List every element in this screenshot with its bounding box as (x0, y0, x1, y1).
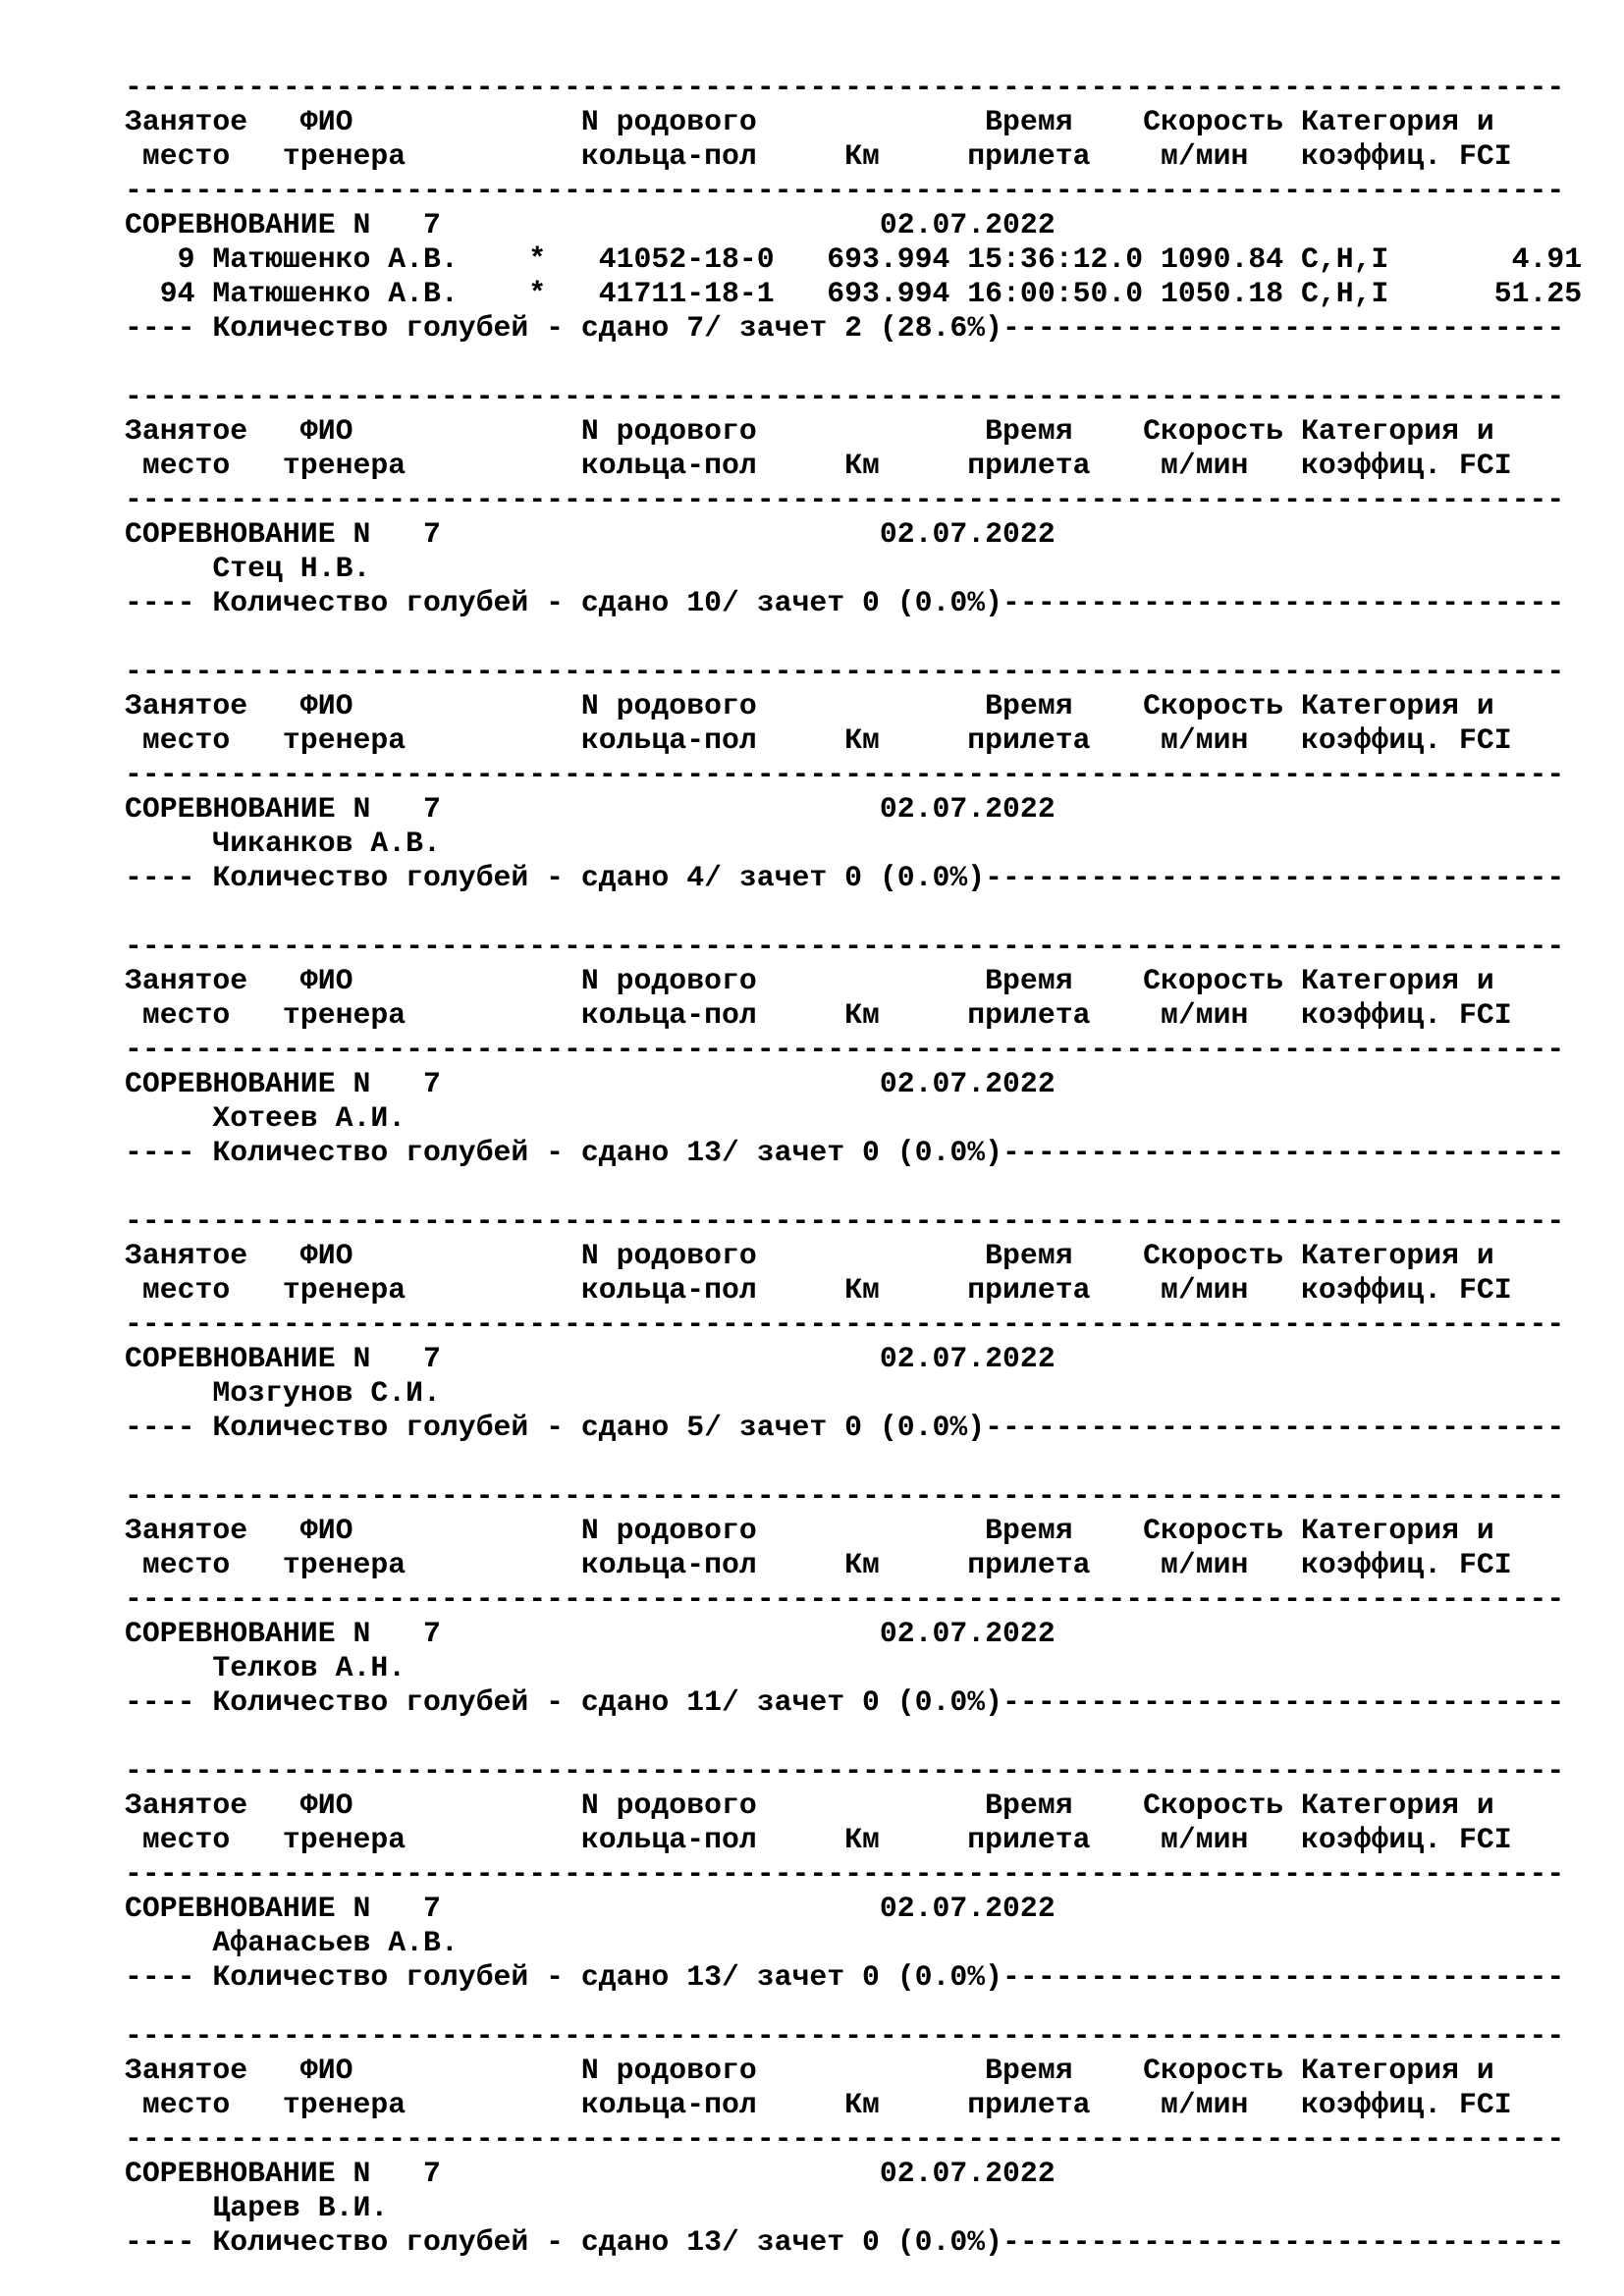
column-header-line-2: место тренера кольца-пол Км прилета м/мин коэффиц. FCI (125, 1823, 1512, 1856)
trainer-line: Хотеев А.И. (125, 1101, 406, 1135)
competition-section (125, 380, 1597, 620)
competition-section (125, 1479, 1597, 1720)
column-header-line-2: место тренера кольца-пол Км прилета м/мин коэффиц. FCI (125, 449, 1512, 482)
column-header-line-2: место тренера кольца-пол Км прилета м/мин коэффиц. FCI (125, 1273, 1512, 1307)
competition-line: СОРЕВНОВАНИЕ N 7 02.07.2022 (125, 1342, 1056, 1375)
summary-line: ---- Количество голубей - сдано 10/ зачет 0 (0.0%)-------------------------------- (125, 586, 1565, 619)
competition-line: СОРЕВНОВАНИЕ N 7 02.07.2022 (125, 208, 1056, 241)
header-rule-bottom: ---------------------------------------------------------------------------------- (125, 483, 1565, 516)
header-rule-top: ---------------------------------------------------------------------------------- (125, 1479, 1565, 1513)
header-rule-bottom: ---------------------------------------------------------------------------------- (125, 2122, 1565, 2156)
competition-line: СОРЕВНОВАНИЕ N 7 02.07.2022 (125, 1617, 1056, 1650)
column-header-line-2: место тренера кольца-пол Км прилета м/мин коэффиц. FCI (125, 1548, 1512, 1581)
column-header-line-1: Занятое ФИО N родового Время Скорость Категория и (125, 105, 1494, 138)
result-row: 9 Матюшенко А.В. * 41052-18-0 693.994 15:36:12.0 1090.84 C,H,I 4.91 (125, 242, 1583, 276)
column-header-line-1: Занятое ФИО N родового Время Скорость Категория и (125, 1514, 1494, 1547)
competition-section (125, 930, 1597, 1170)
trainer-line: Телков А.Н. (125, 1651, 406, 1684)
summary-line: ---- Количество голубей - сдано 13/ зачет 0 (0.0%)-------------------------------- (125, 1136, 1565, 1169)
competition-line: СОРЕВНОВАНИЕ N 7 02.07.2022 (125, 517, 1056, 551)
trainer-line: Чиканков А.В. (125, 827, 441, 860)
header-rule-bottom: ---------------------------------------------------------------------------------- (125, 1857, 1565, 1891)
column-header-line-2: место тренера кольца-пол Км прилета м/мин коэффиц. FCI (125, 998, 1512, 1032)
column-header-line-2: место тренера кольца-пол Км прилета м/мин коэффиц. FCI (125, 723, 1512, 757)
column-header-line-1: Занятое ФИО N родового Время Скорость Категория и (125, 2054, 1494, 2087)
summary-line: ---- Количество голубей - сдано 13/ зачет 0 (0.0%)-------------------------------- (125, 1960, 1565, 1994)
header-rule-bottom: ---------------------------------------------------------------------------------- (125, 1308, 1565, 1341)
competition-section (125, 2019, 1597, 2260)
header-rule-bottom: ---------------------------------------------------------------------------------- (125, 174, 1565, 207)
results-document (125, 71, 1597, 2260)
trainer-line: Мозгунов С.И. (125, 1376, 441, 1410)
competition-section (125, 71, 1597, 346)
column-header-line-1: Занятое ФИО N родового Время Скорость Категория и (125, 964, 1494, 997)
header-rule-top: ---------------------------------------------------------------------------------- (125, 1754, 1565, 1788)
header-rule-top: ---------------------------------------------------------------------------------- (125, 1204, 1565, 1238)
column-header-line-1: Занятое ФИО N родового Время Скорость Категория и (125, 689, 1494, 722)
summary-line: ---- Количество голубей - сдано 5/ зачет 0 (0.0%)--------------------------------- (125, 1411, 1565, 1444)
competition-line: СОРЕВНОВАНИЕ N 7 02.07.2022 (125, 2157, 1056, 2190)
competition-section (125, 655, 1597, 895)
summary-line: ---- Количество голубей - сдано 7/ зачет 2 (28.6%)-------------------------------- (125, 311, 1565, 345)
header-rule-top: ---------------------------------------------------------------------------------- (125, 655, 1565, 688)
header-rule-bottom: ---------------------------------------------------------------------------------- (125, 758, 1565, 791)
header-rule-top: ---------------------------------------------------------------------------------- (125, 930, 1565, 963)
summary-line: ---- Количество голубей - сдано 13/ зачет 0 (0.0%)-------------------------------- (125, 2225, 1565, 2259)
trainer-line: Афанасьев А.В. (125, 1926, 459, 1959)
competition-line: СОРЕВНОВАНИЕ N 7 02.07.2022 (125, 792, 1056, 826)
column-header-line-2: место тренера кольца-пол Км прилета м/мин коэффиц. FCI (125, 139, 1512, 173)
column-header-line-2: место тренера кольца-пол Км прилета м/мин коэффиц. FCI (125, 2088, 1512, 2121)
header-rule-bottom: ---------------------------------------------------------------------------------- (125, 1033, 1565, 1066)
header-rule-top: ---------------------------------------------------------------------------------- (125, 71, 1565, 104)
summary-line: ---- Количество голубей - сдано 11/ зачет 0 (0.0%)-------------------------------- (125, 1685, 1565, 1719)
trainer-line: Стец Н.В. (125, 552, 371, 585)
summary-line: ---- Количество голубей - сдано 4/ зачет 0 (0.0%)--------------------------------- (125, 861, 1565, 894)
header-rule-bottom: ---------------------------------------------------------------------------------- (125, 1582, 1565, 1616)
column-header-line-1: Занятое ФИО N родового Время Скорость Категория и (125, 414, 1494, 448)
trainer-line: Царев В.И. (125, 2191, 389, 2224)
competition-line: СОРЕВНОВАНИЕ N 7 02.07.2022 (125, 1892, 1056, 1925)
competition-section (125, 1204, 1597, 1445)
column-header-line-1: Занятое ФИО N родового Время Скорость Категория и (125, 1789, 1494, 1822)
header-rule-top: ---------------------------------------------------------------------------------- (125, 380, 1565, 413)
result-row: 94 Матюшенко А.В. * 41711-18-1 693.994 16:00:50.0 1050.18 C,H,I 51.25 (125, 277, 1583, 310)
competition-line: СОРЕВНОВАНИЕ N 7 02.07.2022 (125, 1067, 1056, 1100)
column-header-line-1: Занятое ФИО N родового Время Скорость Категория и (125, 1239, 1494, 1272)
competition-section (125, 1754, 1597, 1995)
header-rule-top: ---------------------------------------------------------------------------------- (125, 2019, 1565, 2053)
